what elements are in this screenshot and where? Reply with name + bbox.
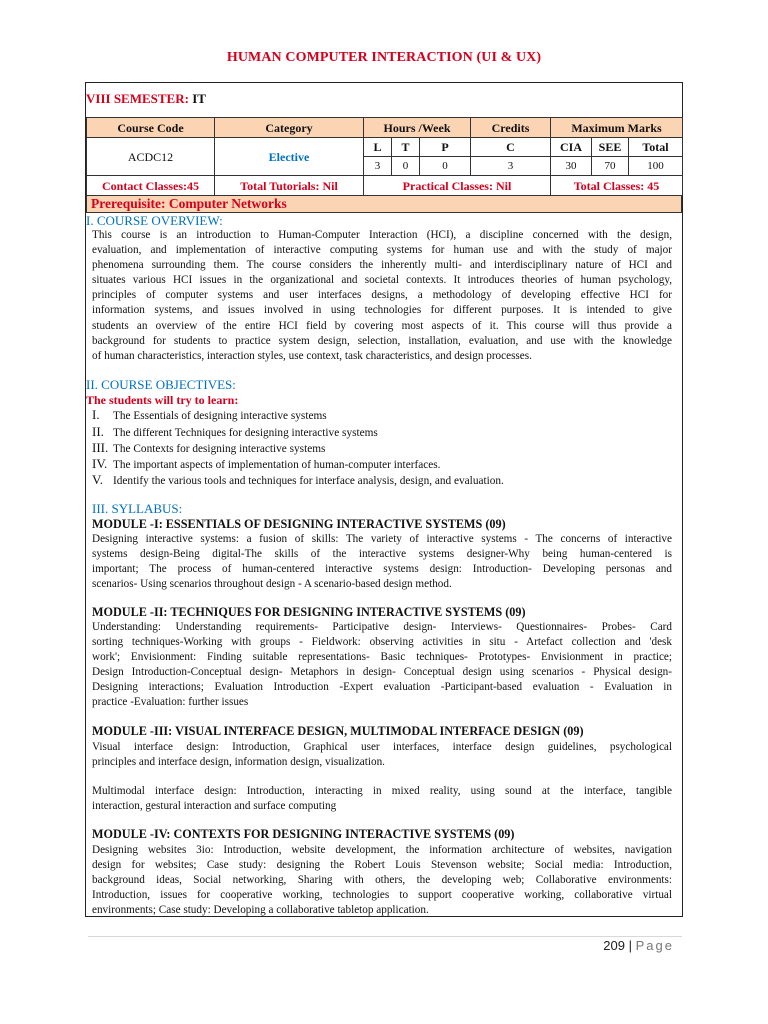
value-p: 0	[420, 157, 471, 176]
text-line: phenomena surrounding them. The course considers the inherently multi- and interdisciplinary nature of HCI and	[92, 259, 672, 272]
syllabus-heading: III. SYLLABUS:	[92, 501, 183, 516]
objective-item	[92, 407, 327, 424]
module-3-text	[92, 740, 672, 770]
subheader-t: T	[392, 138, 420, 157]
subheader-l: L	[364, 138, 392, 157]
subheader-p: P	[420, 138, 471, 157]
objective-text: The different Techniques for designing interactive systems	[113, 427, 378, 439]
category-value: Elective	[215, 138, 364, 176]
module-3-title: MODULE -III: VISUAL INTERFACE DESIGN, MULTIMODAL INTERFACE DESIGN (09)	[92, 724, 584, 738]
semester-label: VIII SEMESTER:	[86, 91, 189, 106]
footer-separator: |	[628, 938, 632, 953]
text-line: background ideas, Social networking, Sharing with others, the developing web; Collaborative environments:	[92, 874, 672, 887]
text-line: situates various HCI issues in the organizational and societal contexts. It introduces theories of human psychology,	[92, 274, 672, 287]
objective-number: V.	[92, 472, 103, 487]
subheader-see: SEE	[592, 138, 629, 157]
text-line: Multimodal interface design: Introduction, interacting in mixed reality, using sound at the interface, tangible	[92, 785, 672, 797]
semester-value: IT	[192, 91, 206, 106]
page-number: 209	[603, 938, 625, 953]
course-code-value: ACDC12	[87, 138, 215, 176]
text-line: principles of computer systems and user interfaces designs, a methodology of developing effective HCI for	[92, 289, 672, 302]
module-1-title: MODULE -I: ESSENTIALS OF DESIGNING INTERACTIVE SYSTEMS (09)	[92, 517, 506, 531]
text-line: students an overview of the entire HCI field by covering most aspects of it. This course will thus provide a	[92, 319, 672, 332]
value-total: 100	[629, 157, 683, 176]
text-line: systems design-Being digital-The skills of the interactive systems designer-Why being human-centered is	[92, 548, 672, 561]
module-2-text	[92, 620, 672, 711]
text-line: of human characteristics, interaction styles, use context, task characteristics, and design processes.	[92, 349, 532, 362]
text-line: work'; Envisionment: Finding suitable representations- Basic techniques- Prototypes- Envisionment in practice;	[92, 651, 672, 664]
objective-item	[92, 440, 325, 457]
text-line: Understanding: Understanding requirements- Participative design- Interviews- Questionnaires- Probes- Card	[92, 621, 672, 633]
header-category: Category	[215, 118, 364, 138]
header-credits: Credits	[471, 118, 551, 138]
total-classes: Total Classes: 45	[551, 176, 683, 196]
module-2-title: MODULE -II: TECHNIQUES FOR DESIGNING INTERACTIVE SYSTEMS (09)	[92, 605, 526, 619]
objective-number: III.	[92, 440, 109, 455]
header-course-code: Course Code	[87, 118, 215, 138]
practical-classes: Practical Classes: Nil	[364, 176, 551, 196]
objective-text: Identify the various tools and techniques for interface analysis, design, and evaluation.	[113, 475, 504, 487]
subheader-cia: CIA	[551, 138, 592, 157]
prerequisite-bar: Prerequisite: Computer Networks	[86, 195, 682, 213]
value-see: 70	[592, 157, 629, 176]
contact-row	[87, 176, 683, 196]
text-line: Designing interactive systems: a fusion of skills: The variety of interactive systems - The concerns of interactive	[92, 533, 672, 545]
objective-item	[92, 456, 441, 473]
text-line: Designing websites 3io: Introduction, website development, the information architecture of websites, navigation	[92, 844, 672, 856]
objective-number: IV.	[92, 456, 108, 471]
table-header-row	[87, 118, 683, 138]
footer-divider	[88, 936, 682, 937]
subheader-c: C	[471, 138, 551, 157]
page-footer	[603, 938, 674, 953]
page-title: HUMAN COMPUTER INTERACTION (UI & UX)	[226, 50, 542, 65]
value-l: 3	[364, 157, 392, 176]
text-line: scenarios- Using scenarios throughout design - A scenario-based design method.	[92, 578, 452, 591]
text-line: environments; Case study: Developing a collaborative tabletop application.	[92, 904, 429, 917]
text-line: Designing interactions; Evaluation Introduction -Expert evaluation -Participant-based evaluation - Evaluation in	[92, 681, 672, 694]
page-word: Page	[635, 938, 674, 953]
text-line: sorting techniques-Working with groups - Fieldwork: observing activities in situ - Artefact collection and 'desk	[92, 636, 672, 649]
semester-line	[86, 91, 206, 107]
contact-classes: Contact Classes:45	[87, 176, 215, 196]
course-table	[86, 117, 683, 196]
text-line: evaluation, and implementation of interactive computing systems for human use and with the study of major	[92, 244, 672, 257]
text-line: principles and interface design, information design, visualization.	[92, 756, 385, 769]
text-line: Introduction, issues for cooperative working, technologies to support cooperative working, collaborative virtual	[92, 889, 672, 902]
text-line: information systems, and issues involved in using technologies for different purposes. It is intended to give	[92, 304, 672, 317]
objective-text: The important aspects of implementation of human-computer interfaces.	[113, 459, 441, 471]
value-c: 3	[471, 157, 551, 176]
objective-item	[92, 472, 504, 489]
text-line: This course is an introduction to Human-Computer Interaction (HCI), a discipline concerned with the design,	[92, 229, 672, 241]
text-line: interaction, gestural interaction and surface computing	[92, 800, 337, 813]
text-line: practice -Evaluation: further issues	[92, 696, 249, 709]
module-4-text	[92, 843, 672, 918]
objective-text: The Contexts for designing interactive systems	[113, 443, 326, 455]
subheader-total: Total	[629, 138, 683, 157]
table-subheader-row	[87, 138, 683, 157]
module-3-text-multimodal	[92, 784, 672, 814]
total-tutorials: Total Tutorials: Nil	[215, 176, 364, 196]
text-line: design for websites; Case study: designing the Robert Louis Stevenson website; Social media: Introduction,	[92, 859, 672, 872]
text-line: background for students to practice system design, selection, installation, evaluation, and use with the knowledge	[92, 334, 672, 347]
header-hours: Hours /Week	[364, 118, 471, 138]
module-4-title: MODULE -IV: CONTEXTS FOR DESIGNING INTERACTIVE SYSTEMS (09)	[92, 827, 515, 841]
objective-number: I.	[92, 407, 100, 422]
text-line: important; The process of human-centered interactive systems design: Introduction- Developing personas and	[92, 563, 672, 576]
objective-number: II.	[92, 424, 104, 439]
value-cia: 30	[551, 157, 592, 176]
overview-heading: I. COURSE OVERVIEW:	[86, 213, 223, 228]
objectives-heading: II. COURSE OBJECTIVES:	[86, 377, 236, 392]
text-line: Design Introduction-Conceptual design- Metaphors in design- Conceptual design using scenarios - Physical design-	[92, 666, 672, 679]
header-max-marks: Maximum Marks	[551, 118, 683, 138]
value-t: 0	[392, 157, 420, 176]
module-1-text	[92, 532, 672, 592]
overview-paragraph	[92, 228, 672, 364]
text-line: Visual interface design: Introduction, Graphical user interfaces, interface design guidelines, psychological	[92, 741, 672, 753]
objective-text: The Essentials of designing interactive systems	[113, 410, 327, 422]
objective-item	[92, 424, 378, 441]
objectives-intro: The students will try to learn:	[86, 393, 239, 407]
